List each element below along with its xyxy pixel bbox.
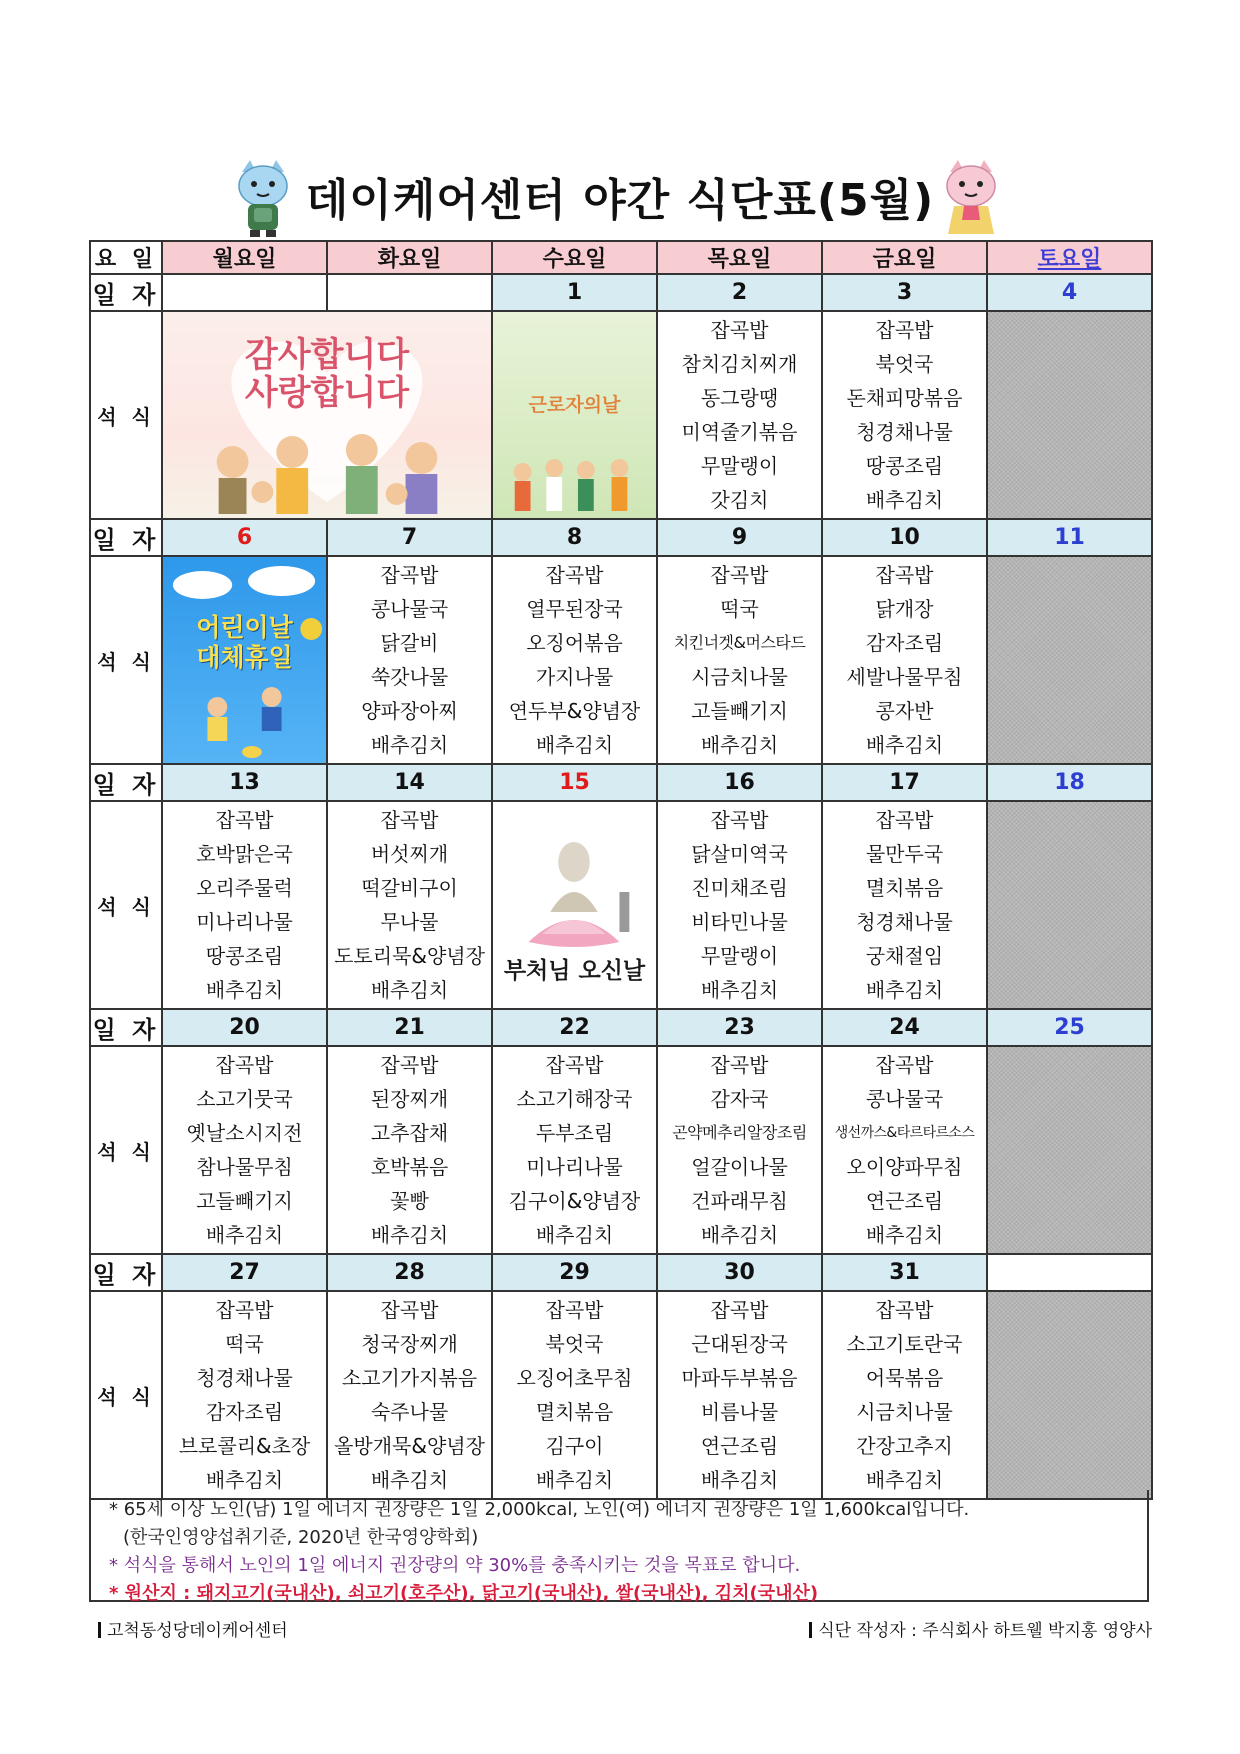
menu-item: 닭살미역국	[691, 842, 788, 866]
menu-item: 콩자반	[875, 699, 934, 723]
notes-box	[89, 1490, 1149, 1602]
date-cell: 10	[822, 519, 987, 556]
menu-item: 김구이	[545, 1434, 604, 1458]
holiday-cell	[162, 311, 492, 519]
menu-cell	[327, 1291, 492, 1499]
date-cell: 22	[492, 1009, 657, 1046]
menu-item: 떡국	[720, 597, 759, 621]
menu-item: 미역줄기볶음	[681, 420, 798, 444]
menu-item: 청경채나물	[856, 910, 953, 934]
menu-cell	[492, 1291, 657, 1499]
date-cell: 28	[327, 1254, 492, 1291]
menu-item: 배추김치	[700, 1223, 779, 1247]
meal-row	[90, 801, 1152, 1009]
menu-item: 비타민나물	[691, 910, 788, 934]
menu-items	[493, 1292, 656, 1498]
weekday-tue: 화요일	[327, 241, 492, 274]
date-cell: 30	[657, 1254, 822, 1291]
date-cell: 14	[327, 764, 492, 801]
menu-item: 잡곡밥	[710, 808, 769, 832]
menu-item: 잡곡밥	[875, 1298, 934, 1322]
menu-item: 궁채절임	[865, 944, 944, 968]
closed-day-cell	[987, 556, 1152, 764]
menu-item: 연근조림	[865, 1189, 944, 1213]
menu-item: 참치김치찌개	[681, 352, 798, 376]
menu-item: 소고기가지볶음	[341, 1366, 478, 1390]
date-cell: 24	[822, 1009, 987, 1046]
date-cell: 2	[657, 274, 822, 311]
menu-item: 건파래무침	[691, 1189, 788, 1213]
closed-day-cell	[987, 311, 1152, 519]
menu-items	[823, 312, 986, 518]
menu-item: 무나물	[380, 910, 439, 934]
menu-cell	[162, 1046, 327, 1254]
menu-item: 숙주나물	[370, 1400, 449, 1424]
weekday-wed: 수요일	[492, 241, 657, 274]
menu-item: 잡곡밥	[710, 563, 769, 587]
menu-items	[328, 557, 491, 763]
menu-item: 배추김치	[370, 733, 449, 757]
date-label: 일 자	[90, 1009, 162, 1046]
menu-item: 잡곡밥	[215, 1298, 274, 1322]
menu-cell	[822, 556, 987, 764]
menu-item: 배추김치	[700, 978, 779, 1002]
date-cell: 7	[327, 519, 492, 556]
menu-item: 멸치볶음	[865, 876, 944, 900]
menu-item: 콩나물국	[370, 597, 449, 621]
date-row	[90, 1009, 1152, 1046]
menu-item: 감자조림	[865, 631, 944, 655]
menu-item: 잡곡밥	[710, 318, 769, 342]
holiday-picture	[163, 557, 326, 763]
menu-item: 비름나물	[700, 1400, 779, 1424]
meal-label: 석 식	[90, 801, 162, 1009]
picture-caption-line: 감사합니다	[244, 335, 410, 375]
note-source: (한국인영양섭취기준, 2020년 한국영양학회)	[123, 1527, 479, 1548]
menu-item: 고추잡채	[370, 1121, 449, 1145]
menu-item: 곤약메추리알장조림	[672, 1123, 807, 1142]
meal-label: 석 식	[90, 311, 162, 519]
date-cell: 31	[822, 1254, 987, 1291]
menu-item: 떡갈비구이	[361, 876, 458, 900]
menu-cell	[657, 311, 822, 519]
date-cell: 25	[987, 1009, 1152, 1046]
date-cell: 9	[657, 519, 822, 556]
holiday-cell	[162, 556, 327, 764]
menu-item: 갓김치	[710, 488, 769, 512]
menu-items	[658, 557, 821, 763]
date-cell	[162, 274, 327, 311]
date-row	[90, 519, 1152, 556]
menu-item: 김구이&양념장	[508, 1189, 641, 1213]
menu-item: 청경채나물	[196, 1366, 293, 1390]
meal-row	[90, 311, 1152, 519]
picture-caption-line: 대체휴일	[196, 643, 293, 672]
menu-item: 청경채나물	[856, 420, 953, 444]
closed-day-cell	[987, 1046, 1152, 1254]
holiday-picture	[493, 312, 656, 518]
menu-item: 물만두국	[865, 842, 944, 866]
menu-item: 시금치나물	[691, 665, 788, 689]
menu-item: 콩나물국	[865, 1087, 944, 1111]
menu-cell	[327, 556, 492, 764]
date-label: 일 자	[90, 274, 162, 311]
menu-item: 동그랑땡	[700, 386, 779, 410]
date-cell	[327, 274, 492, 311]
menu-item: 감자국	[710, 1087, 769, 1111]
date-cell: 20	[162, 1009, 327, 1046]
date-cell: 6	[162, 519, 327, 556]
date-cell: 4	[987, 274, 1152, 311]
date-cell: 3	[822, 274, 987, 311]
holiday-picture	[493, 802, 656, 1008]
menu-item: 배추김치	[370, 1223, 449, 1247]
menu-item: 배추김치	[370, 978, 449, 1002]
menu-items	[163, 1292, 326, 1498]
closed-day-cell	[987, 801, 1152, 1009]
menu-items	[328, 1292, 491, 1498]
footer-author: 식단 작성자 : 주식회사 하트웰 박지홍 영양사	[809, 1616, 1152, 1641]
meal-row	[90, 1046, 1152, 1254]
menu-item: 잡곡밥	[875, 808, 934, 832]
menu-item: 배추김치	[370, 1468, 449, 1492]
date-row	[90, 764, 1152, 801]
menu-item: 닭개장	[875, 597, 934, 621]
menu-items	[163, 1047, 326, 1253]
menu-items	[493, 557, 656, 763]
menu-cell	[822, 311, 987, 519]
menu-items	[658, 802, 821, 1008]
menu-item: 고들빼기지	[691, 699, 788, 723]
weekday-thu: 목요일	[657, 241, 822, 274]
note-origin: * 원산지 : 돼지고기(국내산), 쇠고기(호주산), 닭고기(국내산), 쌀(국내산), 김치(국내산)	[109, 1583, 819, 1604]
menu-item: 배추김치	[700, 733, 779, 757]
menu-item: 배추김치	[865, 1468, 944, 1492]
menu-item: 미나리나물	[196, 910, 293, 934]
menu-item: 잡곡밥	[875, 1053, 934, 1077]
title-area	[90, 158, 1150, 238]
date-cell: 17	[822, 764, 987, 801]
menu-item: 오이양파무침	[846, 1155, 963, 1179]
menu-item: 간장고추지	[856, 1434, 953, 1458]
date-label: 일 자	[90, 519, 162, 556]
picture-caption-line: 사랑합니다	[244, 373, 410, 413]
menu-item: 오리주물럭	[196, 876, 293, 900]
note-goal: * 석식을 통해서 노인의 1일 에너지 권장량의 약 30%를 충족시키는 것을 목표로 합니다.	[109, 1555, 801, 1576]
menu-item: 잡곡밥	[545, 563, 604, 587]
menu-item: 생선까스&타르타르소스	[834, 1125, 975, 1141]
menu-item: 배추김치	[205, 1468, 284, 1492]
menu-item: 시금치나물	[856, 1400, 953, 1424]
menu-cell	[822, 801, 987, 1009]
menu-item: 잡곡밥	[380, 1298, 439, 1322]
menu-cell	[657, 1046, 822, 1254]
menu-cell	[327, 801, 492, 1009]
date-label: 일 자	[90, 1254, 162, 1291]
menu-cell	[162, 1291, 327, 1499]
menu-item: 잡곡밥	[215, 1053, 274, 1077]
date-cell: 16	[657, 764, 822, 801]
menu-item: 잡곡밥	[710, 1298, 769, 1322]
menu-item: 호박맑은국	[196, 842, 293, 866]
menu-item: 미나리나물	[526, 1155, 623, 1179]
footer-center-name: 고척동성당데이케어센터	[98, 1616, 288, 1641]
menu-cell	[822, 1291, 987, 1499]
menu-item: 배추김치	[535, 1468, 614, 1492]
menu-item: 연두부&양념장	[508, 699, 641, 723]
picture-caption-line: 어린이날	[196, 613, 293, 642]
menu-items	[823, 1292, 986, 1498]
holiday-picture	[163, 312, 491, 518]
menu-item: 양파장아찌	[361, 699, 458, 723]
menu-item: 소고기뭇국	[196, 1087, 293, 1111]
weekday-mon: 월요일	[162, 241, 327, 274]
menu-item: 가지나물	[535, 665, 614, 689]
date-cell: 29	[492, 1254, 657, 1291]
menu-item: 닭갈비	[380, 631, 439, 655]
menu-item: 도토리묵&양념장	[334, 944, 485, 968]
menu-cell	[657, 801, 822, 1009]
menu-item: 잡곡밥	[215, 808, 274, 832]
menu-item: 쑥갓나물	[370, 665, 449, 689]
menu-items	[328, 1047, 491, 1253]
menu-cell	[492, 1046, 657, 1254]
menu-cell	[657, 1291, 822, 1499]
menu-item: 북엇국	[545, 1332, 604, 1356]
menu-item: 배추김치	[700, 1468, 779, 1492]
menu-item: 버섯찌개	[370, 842, 449, 866]
menu-item: 고들빼기지	[196, 1189, 293, 1213]
menu-item: 돈채피망볶음	[846, 386, 963, 410]
menu-item: 잡곡밥	[710, 1053, 769, 1077]
menu-item: 두부조림	[535, 1121, 614, 1145]
weekday-sat[interactable]: 토요일	[987, 241, 1152, 274]
menu-items	[328, 802, 491, 1008]
menu-item: 배추김치	[865, 733, 944, 757]
date-cell: 27	[162, 1254, 327, 1291]
menu-item: 옛날소시지전	[186, 1121, 303, 1145]
menu-item: 참나물무침	[196, 1155, 293, 1179]
menu-item: 북엇국	[875, 352, 934, 376]
menu-cell	[492, 556, 657, 764]
meal-label: 석 식	[90, 1046, 162, 1254]
menu-item: 떡국	[225, 1332, 264, 1356]
menu-item: 호박볶음	[370, 1155, 449, 1179]
picture-caption: 근로자의날	[528, 394, 621, 416]
menu-item: 배추김치	[865, 978, 944, 1002]
menu-item: 연근조림	[700, 1434, 779, 1458]
menu-items	[163, 802, 326, 1008]
date-cell	[987, 1254, 1152, 1291]
date-cell: 13	[162, 764, 327, 801]
menu-item: 열무된장국	[526, 597, 623, 621]
date-row	[90, 274, 1152, 311]
menu-cell	[657, 556, 822, 764]
menu-item: 잡곡밥	[875, 318, 934, 342]
menu-item: 청국장찌개	[361, 1332, 458, 1356]
menu-item: 근대된장국	[691, 1332, 788, 1356]
menu-item: 잡곡밥	[380, 563, 439, 587]
menu-item: 진미채조림	[691, 876, 788, 900]
meal-label: 석 식	[90, 1291, 162, 1499]
menu-item: 무말랭이	[700, 454, 779, 478]
menu-item: 배추김치	[535, 1223, 614, 1247]
menu-items	[823, 802, 986, 1008]
holiday-cell	[492, 311, 657, 519]
menu-item: 소고기해장국	[516, 1087, 633, 1111]
menu-items	[658, 1292, 821, 1498]
menu-item: 된장찌개	[370, 1087, 449, 1111]
meal-row	[90, 556, 1152, 764]
weekday-fri: 금요일	[822, 241, 987, 274]
date-cell: 15	[492, 764, 657, 801]
menu-items	[658, 312, 821, 518]
menu-items	[493, 1047, 656, 1253]
note-energy: * 65세 이상 노인(남) 1일 에너지 권장량은 1일 2,000kcal, 노인(여) 에너지 권장량은 1일 1,600kcal입니다.	[109, 1499, 970, 1520]
date-cell: 11	[987, 519, 1152, 556]
date-cell: 21	[327, 1009, 492, 1046]
date-cell: 18	[987, 764, 1152, 801]
menu-item: 오징어볶음	[526, 631, 623, 655]
menu-item: 배추김치	[865, 1223, 944, 1247]
menu-item: 멸치볶음	[535, 1400, 614, 1424]
menu-item: 마파두부볶음	[681, 1366, 798, 1390]
menu-item: 감자조림	[205, 1400, 284, 1424]
meal-row	[90, 1291, 1152, 1499]
menu-item: 세발나물무침	[846, 665, 963, 689]
menu-table	[89, 240, 1153, 1500]
date-cell: 23	[657, 1009, 822, 1046]
page-title: 데이케어센터 야간 식단표(5월)	[305, 175, 935, 226]
menu-item: 소고기토란국	[846, 1332, 963, 1356]
menu-item: 올방개묵&양념장	[334, 1434, 485, 1458]
menu-item: 잡곡밥	[545, 1298, 604, 1322]
menu-items	[658, 1047, 821, 1253]
menu-item: 땅콩조림	[865, 454, 944, 478]
date-label: 일 자	[90, 764, 162, 801]
menu-items	[823, 557, 986, 763]
menu-item: 잡곡밥	[545, 1053, 604, 1077]
date-row	[90, 1254, 1152, 1291]
menu-item: 오징어초무침	[516, 1366, 633, 1390]
menu-item: 잡곡밥	[380, 808, 439, 832]
pink-dragon-mascot-icon	[940, 158, 1002, 238]
menu-cell	[327, 1046, 492, 1254]
holiday-cell	[492, 801, 657, 1009]
menu-item: 얼갈이나물	[691, 1155, 788, 1179]
date-cell: 8	[492, 519, 657, 556]
menu-item: 배추김치	[205, 978, 284, 1002]
menu-item: 꽃빵	[390, 1189, 429, 1213]
menu-item: 배추김치	[865, 488, 944, 512]
menu-item: 무말랭이	[700, 944, 779, 968]
closed-day-cell	[987, 1291, 1152, 1499]
menu-cell	[162, 801, 327, 1009]
menu-item: 치킨너겟&머스타드	[673, 633, 806, 652]
menu-item: 땅콩조림	[205, 944, 284, 968]
weekday-header-row	[90, 241, 1152, 274]
date-cell: 1	[492, 274, 657, 311]
menu-item: 잡곡밥	[380, 1053, 439, 1077]
picture-caption: 부처님 오신날	[503, 958, 646, 984]
menu-item: 배추김치	[535, 733, 614, 757]
menu-item: 브로콜리&초장	[178, 1434, 311, 1458]
meal-label: 석 식	[90, 556, 162, 764]
menu-items	[823, 1047, 986, 1253]
weekday-label: 요 일	[90, 241, 162, 274]
menu-cell	[822, 1046, 987, 1254]
menu-item: 배추김치	[205, 1223, 284, 1247]
menu-item: 어묵볶음	[865, 1366, 944, 1390]
menu-item: 잡곡밥	[875, 563, 934, 587]
